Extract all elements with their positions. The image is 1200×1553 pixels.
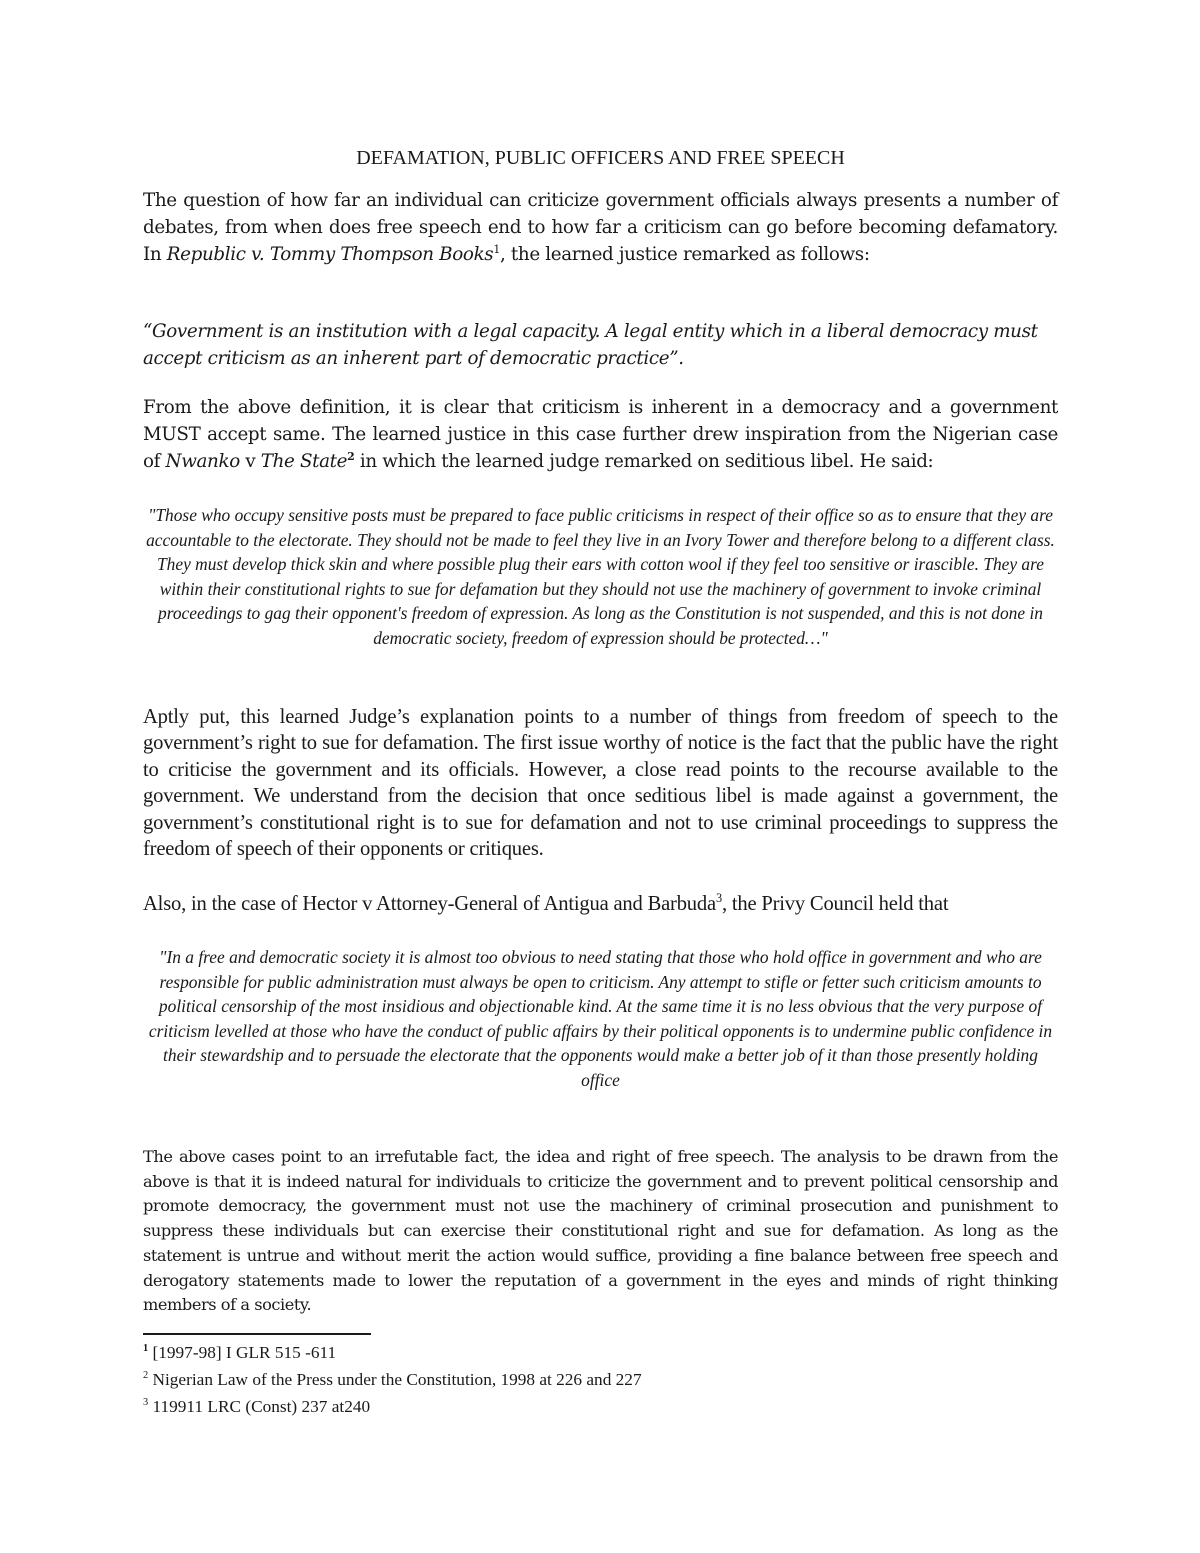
footnote-separator <box>143 1333 371 1335</box>
footnote-text: 119911 LRC (Const) 237 at240 <box>148 1397 371 1416</box>
footnote-ref-2: 2 <box>347 449 355 463</box>
footnote-1 <box>143 1339 1058 1366</box>
paragraph-conclusion: The above cases point to an irrefutable fact, the idea and right of free speech. The analysis to be drawn from the above is that it is indeed natural for individuals to criticize the government and to prevent political censorship and promote democracy, the government must not use the machinery of criminal prosecution and punishment to suppress these individuals but can exercise their constitutional right and sue for defamation. As long as the statement is untrue and without merit the action would suffice, providing a fine balance between free speech and derogatory statements made to lower the reputation of a government in the eyes and minds of right thinking members of a society. <box>143 1147 1058 1315</box>
footnote-text: Nigerian Law of the Press under the Constitution, 1998 at 226 and 227 <box>148 1370 642 1389</box>
paragraph-definition <box>143 394 1058 475</box>
quote-sensitive-posts: "Those who occupy sensitive posts must be prepared to face public criticisms in respect of their office so as to ensure that they are accountable to the electorate. They should not be made to feel they live in an Ivory Tower and therefore belong to a different class. They must develop thick skin and where possible plug their ears with cotton wool if they feel too sensitive or irascible. They are within their constitutional rights to sue for defamation but they should not use the machinery of government to invoke criminal proceedings to gag their opponent's freedom of expression. As long as the Constitution is not suspended, and this is not done in democratic society, freedom of expression should be protected…" <box>146 505 1055 648</box>
paragraph-intro-text-a: The question of how far an individual can criticize government officials always presents a number of debates, from when does free speech end to how far a criticism can go before becoming defamatory. In <box>143 190 1058 265</box>
paragraph-intro-text-b: , the learned justice remarked as follows: <box>499 244 870 265</box>
footnote-3 <box>143 1393 1058 1420</box>
quote-government-institution: “Government is an institution with a legal capacity. A legal entity which in a liberal democracy must accept criticism as an inherent part of democratic practice”. <box>143 321 1038 369</box>
case-name-republic-v-tommy-thompson: Republic v. Tommy Thompson Books <box>166 244 494 265</box>
paragraph-hector-text-b: , the Privy Council held that <box>721 893 949 915</box>
case-name-nwanko: Nwanko <box>165 451 240 472</box>
footnote-ref-1: 1 <box>493 242 500 256</box>
paragraph-definition-text-b: in which the learned judge remarked on seditious libel. He said: <box>354 451 934 472</box>
document-title: DEFAMATION, PUBLIC OFFICERS AND FREE SPEECH <box>356 147 845 169</box>
footnotes <box>143 1339 1058 1420</box>
paragraph-aptly-put: Aptly put, this learned Judge’s explanation points to a number of things from freedom of speech to the government’s right to sue for defamation. The first issue worthy of notice is the fact that the public have the right to criticise the government and its officials. However, a close read points to the recourse available to the government. We understand from the decision that once seditious libel is made against a government, the government’s constitutional right is to sue for defamation and not to use criminal proceedings to suppress the freedom of speech of their opponents or critiques. <box>143 706 1058 861</box>
footnote-ref-3: 3 <box>715 891 722 906</box>
paragraph-hector-case <box>143 891 1058 917</box>
case-name-the-state: The State <box>260 451 348 472</box>
case-versus: v <box>239 451 261 472</box>
footnote-2 <box>143 1366 1058 1393</box>
footnote-number: 3 <box>143 1397 149 1409</box>
paragraph-intro <box>143 187 1058 268</box>
footnote-number: 2 <box>143 1370 149 1382</box>
quote-privy-council: "In a free and democratic society it is almost too obvious to need stating that those who hold office in government and who are responsible for public administration must always be open to criticism. Any attempt to stifle or fetter such criticism amounts to political censorship of the most insidious and objectionable kind. At the same time it is no less obvious that the very purpose of criticism levelled at those who have the conduct of public affairs by their political opponents is to undermine public confidence in their stewardship and to persuade the electorate that the opponents would make a better job of it than those presently holding office <box>148 947 1053 1090</box>
paragraph-definition-text-a: From the above definition, it is clear that criticism is inherent in a democracy and a government MUST accept same. The learned justice in this case further drew inspiration from the Nigerian case of <box>143 397 1058 472</box>
footnote-text: [1997-98] I GLR 515 -611 <box>148 1343 337 1362</box>
footnote-number: 1 <box>143 1343 149 1355</box>
paragraph-hector-text-a: Also, in the case of Hector v Attorney-General of Antigua and Barbuda <box>143 893 716 915</box>
